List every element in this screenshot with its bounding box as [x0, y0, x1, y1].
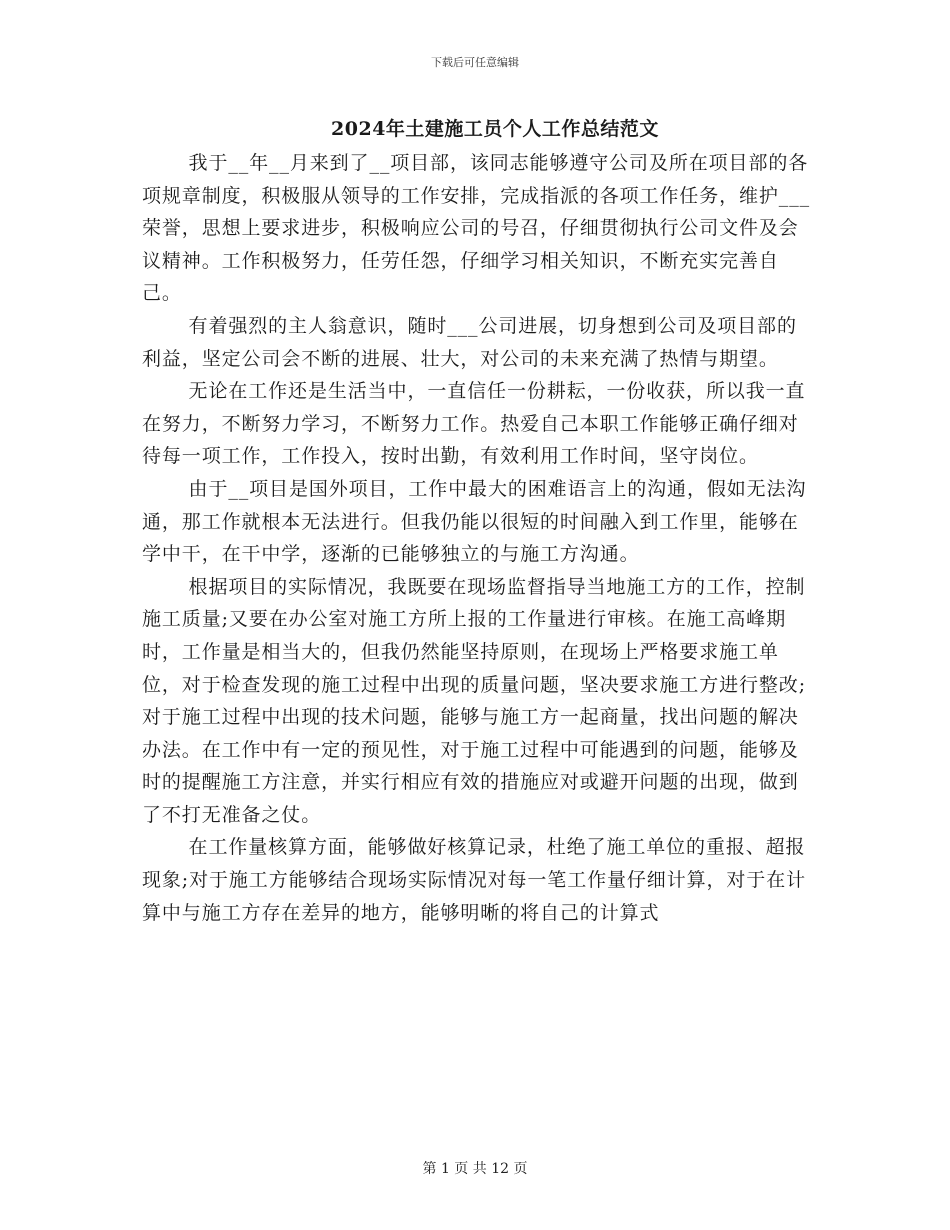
document-title: 2024年土建施工员个人工作总结范文: [331, 118, 659, 140]
paragraph-3: 无论在工作还是生活当中，一直信任一份耕耘，一份收获，所以我一直在努力，不断努力学习，不断努力工作。热爱自己本职工作能够正确仔细对待每一项工作，工作投入，按时出勤，有效利用工作时间，坚守岗位。: [142, 380, 806, 468]
paragraph-2: 有着强烈的主人翁意识，随时___公司进展，切身想到公司及项目部的利益，坚定公司会不断的进展、壮大，对公司的未来充满了热情与期望。: [142, 314, 797, 370]
document-body: [142, 147, 814, 929]
header-note: 下载后可任意编辑: [431, 56, 519, 69]
paragraph-6: 在工作量核算方面，能够做好核算记录，杜绝了施工单位的重报、超报现象;对于施工方能够结合现场实际情况对每一笔工作量仔细计算，对于在计算中与施工方存在差异的地方，能够明晰的将自己的计算式: [142, 836, 807, 924]
paragraph-5: 根据项目的实际情况，我既要在现场监督指导当地施工方的工作，控制施工质量;又要在办公室对施工方所上报的工作量进行审核。在施工高峰期时，工作量是相当大的，但我仍然能坚持原则，在现场上严格要求施工单位，对于检查发现的施工过程中出现的质量问题，坚决要求施工方进行整改;对于施工过程中出现的技术问题，能够与施工方一起商量，找出问题的解决办法。在工作中有一定的预见性，对于施工过程中可能遇到的问题，能够及时的提醒施工方注意，并实行相应有效的措施应对或避开问题的出现，做到了不打无准备之仗。: [142, 575, 807, 826]
page-indicator: 第 1 页 共 12 页: [422, 1161, 528, 1177]
paragraph-1: 我于__年__月来到了__项目部，该同志能够遵守公司及所在项目部的各项规章制度，积极服从领导的工作安排，完成指派的各项工作任务，维护___荣誉，思想上要求进步，积极响应公司的号召，仔细贯彻执行公司文件及会议精神。工作积极努力，任劳任怨，仔细学习相关知识，不断充实完善自己。: [142, 152, 811, 305]
paragraph-4: 由于__项目是国外项目，工作中最大的困难语言上的沟通，假如无法沟通，那工作就根本无法进行。但我仍能以很短的时间融入到工作里，能够在学中干，在干中学，逐渐的已能够独立的与施工方沟通。: [142, 477, 807, 566]
